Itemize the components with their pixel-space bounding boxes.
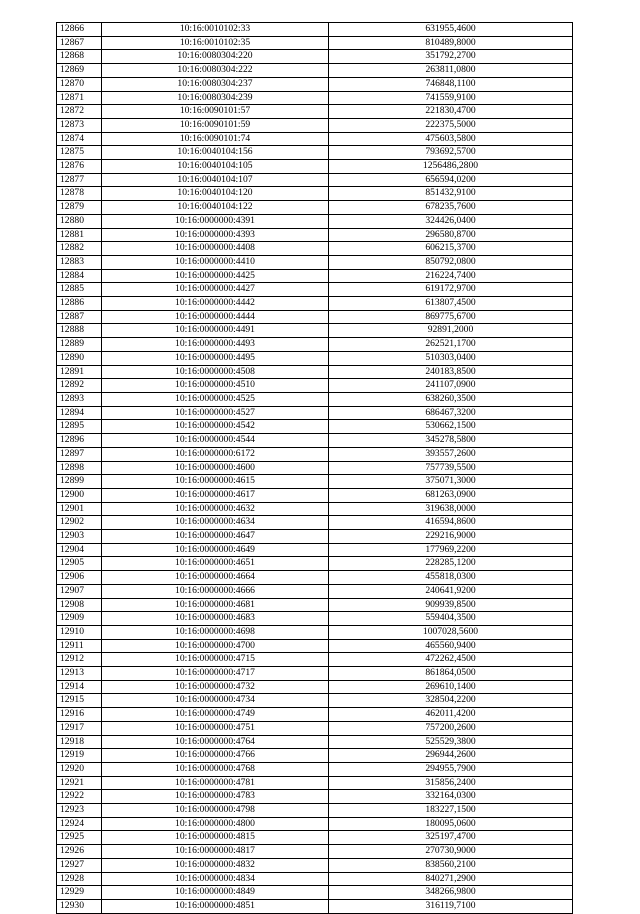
row-number-cell: 12910	[57, 625, 102, 639]
table-row	[57, 845, 573, 859]
row-number-cell: 12877	[57, 173, 102, 187]
table-row	[57, 612, 573, 626]
table-row	[57, 817, 573, 831]
table-row	[57, 283, 573, 297]
table-row	[57, 557, 573, 571]
cadastral-number-cell: 10:16:0000000:4442	[102, 297, 329, 311]
table-row	[57, 447, 573, 461]
row-number-cell: 12920	[57, 762, 102, 776]
row-number-cell: 12896	[57, 434, 102, 448]
cadastral-value-cell: 332164,0300	[329, 790, 573, 804]
cadastral-number-cell: 10:16:0000000:4817	[102, 845, 329, 859]
cadastral-value-cell: 315856,2400	[329, 776, 573, 790]
cadastral-number-cell: 10:16:0000000:4427	[102, 283, 329, 297]
cadastral-value-cell: 851432,9100	[329, 187, 573, 201]
row-number-cell: 12894	[57, 406, 102, 420]
row-number-cell: 12874	[57, 132, 102, 146]
cadastral-value-cell: 741559,9100	[329, 91, 573, 105]
row-number-cell: 12923	[57, 804, 102, 818]
cadastral-number-cell: 10:16:0000000:4849	[102, 886, 329, 900]
cadastral-value-table	[56, 22, 573, 914]
cadastral-number-cell: 10:16:0000000:4649	[102, 543, 329, 557]
row-number-cell: 12906	[57, 571, 102, 585]
row-number-cell: 12897	[57, 447, 102, 461]
cadastral-value-cell: 559404,3500	[329, 612, 573, 626]
table-row	[57, 762, 573, 776]
cadastral-value-cell: 656594,0200	[329, 173, 573, 187]
cadastral-value-cell: 475603,5800	[329, 132, 573, 146]
table-row	[57, 434, 573, 448]
row-number-cell: 12883	[57, 255, 102, 269]
cadastral-value-cell: 177969,2200	[329, 543, 573, 557]
cadastral-value-cell: 840271,2900	[329, 872, 573, 886]
cadastral-value-cell: 348266,9800	[329, 886, 573, 900]
cadastral-value-cell: 1256486,2800	[329, 160, 573, 174]
table-row	[57, 269, 573, 283]
cadastral-value-cell: 465560,9400	[329, 639, 573, 653]
row-number-cell: 12871	[57, 91, 102, 105]
row-number-cell: 12873	[57, 118, 102, 132]
row-number-cell: 12926	[57, 845, 102, 859]
cadastral-value-cell: 462011,4200	[329, 708, 573, 722]
cadastral-number-cell: 10:16:0000000:4544	[102, 434, 329, 448]
table-row	[57, 118, 573, 132]
table-row	[57, 598, 573, 612]
row-number-cell: 12884	[57, 269, 102, 283]
cadastral-number-cell: 10:16:0000000:4715	[102, 653, 329, 667]
row-number-cell: 12909	[57, 612, 102, 626]
table-row	[57, 228, 573, 242]
row-number-cell: 12921	[57, 776, 102, 790]
row-number-cell: 12898	[57, 461, 102, 475]
table-row	[57, 255, 573, 269]
cadastral-value-cell: 229216,9000	[329, 530, 573, 544]
row-number-cell: 12867	[57, 36, 102, 50]
table-row	[57, 900, 573, 914]
cadastral-number-cell: 10:16:0000000:4525	[102, 392, 329, 406]
table-row	[57, 543, 573, 557]
row-number-cell: 12901	[57, 502, 102, 516]
cadastral-value-cell: 269610,1400	[329, 680, 573, 694]
cadastral-value-cell: 909939,8500	[329, 598, 573, 612]
table-row	[57, 105, 573, 119]
row-number-cell: 12899	[57, 475, 102, 489]
table-row	[57, 625, 573, 639]
cadastral-number-cell: 10:16:0000000:4783	[102, 790, 329, 804]
row-number-cell: 12918	[57, 735, 102, 749]
table-row	[57, 804, 573, 818]
table-row	[57, 858, 573, 872]
cadastral-number-cell: 10:16:0000000:4508	[102, 365, 329, 379]
table-row	[57, 146, 573, 160]
row-number-cell: 12911	[57, 639, 102, 653]
cadastral-number-cell: 10:16:0000000:4766	[102, 749, 329, 763]
table-row	[57, 721, 573, 735]
table-row	[57, 653, 573, 667]
cadastral-number-cell: 10:16:0000000:4391	[102, 214, 329, 228]
cadastral-value-cell: 325197,4700	[329, 831, 573, 845]
cadastral-number-cell: 10:16:0000000:4600	[102, 461, 329, 475]
cadastral-value-cell: 222375,5000	[329, 118, 573, 132]
table-row	[57, 392, 573, 406]
cadastral-value-cell: 294955,7900	[329, 762, 573, 776]
cadastral-value-cell: 810489,8000	[329, 36, 573, 50]
cadastral-value-cell: 263811,0800	[329, 64, 573, 78]
cadastral-number-cell: 10:16:0040104:120	[102, 187, 329, 201]
table-row	[57, 132, 573, 146]
row-number-cell: 12878	[57, 187, 102, 201]
cadastral-number-cell: 10:16:0000000:4408	[102, 242, 329, 256]
cadastral-value-cell: 319638,0000	[329, 502, 573, 516]
row-number-cell: 12917	[57, 721, 102, 735]
row-number-cell: 12866	[57, 23, 102, 37]
row-number-cell: 12886	[57, 297, 102, 311]
cadastral-number-cell: 10:16:0000000:4834	[102, 872, 329, 886]
cadastral-value-cell: 838560,2100	[329, 858, 573, 872]
row-number-cell: 12903	[57, 530, 102, 544]
table-row	[57, 187, 573, 201]
cadastral-number-cell: 10:16:0000000:4495	[102, 351, 329, 365]
table-row	[57, 160, 573, 174]
table-row	[57, 214, 573, 228]
table-row	[57, 475, 573, 489]
cadastral-number-cell: 10:16:0040104:105	[102, 160, 329, 174]
cadastral-number-cell: 10:16:0000000:4768	[102, 762, 329, 776]
table-row	[57, 571, 573, 585]
cadastral-number-cell: 10:16:0000000:4493	[102, 338, 329, 352]
cadastral-value-cell: 638260,3500	[329, 392, 573, 406]
cadastral-value-cell: 455818,0300	[329, 571, 573, 585]
table-body	[57, 23, 573, 914]
cadastral-number-cell: 10:16:0000000:4800	[102, 817, 329, 831]
cadastral-number-cell: 10:16:0000000:4751	[102, 721, 329, 735]
cadastral-value-cell: 328504,2200	[329, 694, 573, 708]
cadastral-value-cell: 757200,2600	[329, 721, 573, 735]
cadastral-number-cell: 10:16:0000000:6172	[102, 447, 329, 461]
cadastral-number-cell: 10:16:0000000:4815	[102, 831, 329, 845]
row-number-cell: 12930	[57, 900, 102, 914]
row-number-cell: 12880	[57, 214, 102, 228]
table-row	[57, 23, 573, 37]
row-number-cell: 12900	[57, 488, 102, 502]
table-row	[57, 886, 573, 900]
row-number-cell: 12912	[57, 653, 102, 667]
row-number-cell: 12891	[57, 365, 102, 379]
cadastral-value-cell: 241107,0900	[329, 379, 573, 393]
cadastral-value-cell: 324426,0400	[329, 214, 573, 228]
table-row	[57, 420, 573, 434]
cadastral-number-cell: 10:16:0000000:4410	[102, 255, 329, 269]
cadastral-number-cell: 10:16:0000000:4510	[102, 379, 329, 393]
row-number-cell: 12890	[57, 351, 102, 365]
row-number-cell: 12914	[57, 680, 102, 694]
table-row	[57, 406, 573, 420]
row-number-cell: 12876	[57, 160, 102, 174]
table-row	[57, 502, 573, 516]
cadastral-number-cell: 10:16:0080304:220	[102, 50, 329, 64]
row-number-cell: 12868	[57, 50, 102, 64]
row-number-cell: 12869	[57, 64, 102, 78]
row-number-cell: 12892	[57, 379, 102, 393]
cadastral-number-cell: 10:16:0040104:122	[102, 201, 329, 215]
table-row	[57, 310, 573, 324]
cadastral-value-cell: 510303,0400	[329, 351, 573, 365]
cadastral-value-cell: 393557,2600	[329, 447, 573, 461]
cadastral-value-cell: 240183,8500	[329, 365, 573, 379]
row-number-cell: 12924	[57, 817, 102, 831]
table-row	[57, 667, 573, 681]
table-row	[57, 530, 573, 544]
cadastral-number-cell: 10:16:0000000:4832	[102, 858, 329, 872]
row-number-cell: 12882	[57, 242, 102, 256]
cadastral-number-cell: 10:16:0000000:4764	[102, 735, 329, 749]
cadastral-number-cell: 10:16:0000000:4734	[102, 694, 329, 708]
row-number-cell: 12927	[57, 858, 102, 872]
table-row	[57, 242, 573, 256]
cadastral-number-cell: 10:16:0000000:4781	[102, 776, 329, 790]
cadastral-number-cell: 10:16:0080304:222	[102, 64, 329, 78]
table-row	[57, 297, 573, 311]
table-row	[57, 173, 573, 187]
table-row	[57, 324, 573, 338]
cadastral-number-cell: 10:16:0000000:4664	[102, 571, 329, 585]
row-number-cell: 12929	[57, 886, 102, 900]
row-number-cell: 12872	[57, 105, 102, 119]
cadastral-number-cell: 10:16:0000000:4798	[102, 804, 329, 818]
cadastral-value-cell: 183227,1500	[329, 804, 573, 818]
table-row	[57, 790, 573, 804]
cadastral-value-cell: 861864,0500	[329, 667, 573, 681]
cadastral-number-cell: 10:16:0000000:4651	[102, 557, 329, 571]
cadastral-number-cell: 10:16:0040104:107	[102, 173, 329, 187]
row-number-cell: 12888	[57, 324, 102, 338]
row-number-cell: 12925	[57, 831, 102, 845]
cadastral-value-cell: 1007028,5600	[329, 625, 573, 639]
cadastral-value-cell: 530662,1500	[329, 420, 573, 434]
row-number-cell: 12913	[57, 667, 102, 681]
cadastral-value-cell: 262521,1700	[329, 338, 573, 352]
row-number-cell: 12887	[57, 310, 102, 324]
cadastral-value-cell: 686467,3200	[329, 406, 573, 420]
document-page	[56, 22, 572, 914]
cadastral-value-cell: 375071,3000	[329, 475, 573, 489]
row-number-cell: 12875	[57, 146, 102, 160]
cadastral-number-cell: 10:16:0000000:4700	[102, 639, 329, 653]
cadastral-number-cell: 10:16:0080304:239	[102, 91, 329, 105]
cadastral-value-cell: 316119,7100	[329, 900, 573, 914]
cadastral-number-cell: 10:16:0000000:4527	[102, 406, 329, 420]
table-row	[57, 338, 573, 352]
cadastral-value-cell: 221830,4700	[329, 105, 573, 119]
cadastral-value-cell: 850792,0800	[329, 255, 573, 269]
row-number-cell: 12916	[57, 708, 102, 722]
cadastral-number-cell: 10:16:0090101:74	[102, 132, 329, 146]
row-number-cell: 12922	[57, 790, 102, 804]
cadastral-value-cell: 216224,7400	[329, 269, 573, 283]
row-number-cell: 12907	[57, 584, 102, 598]
cadastral-value-cell: 416594,8600	[329, 516, 573, 530]
cadastral-value-cell: 606215,3700	[329, 242, 573, 256]
cadastral-number-cell: 10:16:0000000:4634	[102, 516, 329, 530]
cadastral-value-cell: 270730,9000	[329, 845, 573, 859]
table-row	[57, 749, 573, 763]
cadastral-number-cell: 10:16:0040104:156	[102, 146, 329, 160]
cadastral-value-cell: 681263,0900	[329, 488, 573, 502]
cadastral-number-cell: 10:16:0090101:59	[102, 118, 329, 132]
row-number-cell: 12879	[57, 201, 102, 215]
row-number-cell: 12881	[57, 228, 102, 242]
cadastral-value-cell: 525529,3800	[329, 735, 573, 749]
cadastral-value-cell: 631955,4600	[329, 23, 573, 37]
cadastral-value-cell: 869775,6700	[329, 310, 573, 324]
cadastral-value-cell: 92891,2000	[329, 324, 573, 338]
table-row	[57, 708, 573, 722]
row-number-cell: 12902	[57, 516, 102, 530]
table-row	[57, 488, 573, 502]
row-number-cell: 12908	[57, 598, 102, 612]
cadastral-value-cell: 472262,4500	[329, 653, 573, 667]
table-row	[57, 639, 573, 653]
cadastral-number-cell: 10:16:0000000:4749	[102, 708, 329, 722]
table-row	[57, 776, 573, 790]
row-number-cell: 12895	[57, 420, 102, 434]
cadastral-number-cell: 10:16:0000000:4615	[102, 475, 329, 489]
cadastral-value-cell: 678235,7600	[329, 201, 573, 215]
row-number-cell: 12889	[57, 338, 102, 352]
cadastral-number-cell: 10:16:0010102:35	[102, 36, 329, 50]
cadastral-number-cell: 10:16:0000000:4681	[102, 598, 329, 612]
cadastral-number-cell: 10:16:0010102:33	[102, 23, 329, 37]
cadastral-value-cell: 793692,5700	[329, 146, 573, 160]
table-row	[57, 36, 573, 50]
cadastral-number-cell: 10:16:0080304:237	[102, 77, 329, 91]
row-number-cell: 12928	[57, 872, 102, 886]
row-number-cell: 12870	[57, 77, 102, 91]
cadastral-number-cell: 10:16:0000000:4491	[102, 324, 329, 338]
cadastral-number-cell: 10:16:0000000:4632	[102, 502, 329, 516]
table-row	[57, 680, 573, 694]
table-row	[57, 50, 573, 64]
cadastral-number-cell: 10:16:0000000:4425	[102, 269, 329, 283]
cadastral-number-cell: 10:16:0000000:4698	[102, 625, 329, 639]
cadastral-value-cell: 228285,1200	[329, 557, 573, 571]
cadastral-value-cell: 180095,0600	[329, 817, 573, 831]
cadastral-number-cell: 10:16:0000000:4647	[102, 530, 329, 544]
cadastral-number-cell: 10:16:0000000:4444	[102, 310, 329, 324]
cadastral-number-cell: 10:16:0000000:4617	[102, 488, 329, 502]
row-number-cell: 12893	[57, 392, 102, 406]
cadastral-number-cell: 10:16:0000000:4542	[102, 420, 329, 434]
cadastral-value-cell: 619172,9700	[329, 283, 573, 297]
cadastral-number-cell: 10:16:0000000:4717	[102, 667, 329, 681]
table-row	[57, 735, 573, 749]
row-number-cell: 12905	[57, 557, 102, 571]
table-row	[57, 379, 573, 393]
row-number-cell: 12885	[57, 283, 102, 297]
cadastral-number-cell: 10:16:0000000:4393	[102, 228, 329, 242]
table-row	[57, 201, 573, 215]
cadastral-number-cell: 10:16:0000000:4851	[102, 900, 329, 914]
table-row	[57, 584, 573, 598]
cadastral-number-cell: 10:16:0000000:4683	[102, 612, 329, 626]
cadastral-value-cell: 746848,1100	[329, 77, 573, 91]
cadastral-value-cell: 296944,2600	[329, 749, 573, 763]
cadastral-value-cell: 240641,9200	[329, 584, 573, 598]
cadastral-number-cell: 10:16:0090101:57	[102, 105, 329, 119]
cadastral-value-cell: 757739,5500	[329, 461, 573, 475]
table-row	[57, 831, 573, 845]
row-number-cell: 12915	[57, 694, 102, 708]
table-row	[57, 77, 573, 91]
table-row	[57, 694, 573, 708]
table-row	[57, 365, 573, 379]
table-row	[57, 872, 573, 886]
row-number-cell: 12919	[57, 749, 102, 763]
cadastral-value-cell: 613807,4500	[329, 297, 573, 311]
table-row	[57, 64, 573, 78]
cadastral-value-cell: 345278,5800	[329, 434, 573, 448]
cadastral-value-cell: 351792,2700	[329, 50, 573, 64]
cadastral-number-cell: 10:16:0000000:4732	[102, 680, 329, 694]
table-row	[57, 516, 573, 530]
table-row	[57, 461, 573, 475]
table-row	[57, 91, 573, 105]
cadastral-value-cell: 296580,8700	[329, 228, 573, 242]
table-row	[57, 351, 573, 365]
row-number-cell: 12904	[57, 543, 102, 557]
cadastral-number-cell: 10:16:0000000:4666	[102, 584, 329, 598]
